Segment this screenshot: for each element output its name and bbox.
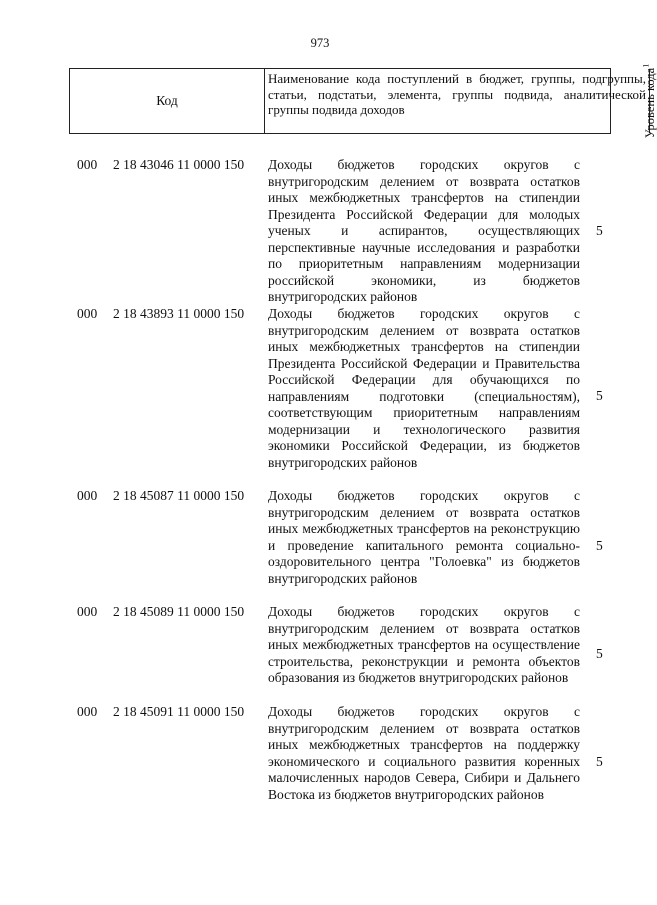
row-level: 5: [596, 538, 603, 553]
row-level: 5: [596, 388, 603, 403]
row-description: Доходы бюджетов городских округов с внутригородским делением от возврата остатков иных межбюджетных трансфертов на поддержку экономического и социального развития коренных малочисленных народов Севера, Сибири и Дальнего Востока из бюджетов внутригородских районов: [268, 704, 580, 802]
row-admin-code: 000: [77, 704, 98, 719]
header-name-label: Наименование кода поступлений в бюджет, группы, подгруппы, статьи, подстатьи, элемента, группы подвида, аналитической группы подвида доходов: [268, 71, 646, 117]
row-level: 5: [596, 223, 603, 238]
row-admin-code: 000: [77, 604, 98, 619]
header-level-label: Уровень кода: [642, 67, 657, 139]
header-code-cell: [70, 69, 265, 133]
header-level-wrap: [641, 63, 657, 139]
header-name-cell: [265, 69, 650, 133]
row-description: Доходы бюджетов городских округов с внутригородским делением от возврата остатков иных межбюджетных трансфертов на стипендии Президента Российской Федерации для молодых ученых и аспирантов, осуществляющих перспективные научные исследования и разработки по приоритетным направлениям модернизации российской экономики, из бюджетов внутригородских районов: [268, 157, 580, 304]
row-income-code: 2 18 45089 11 0000 150: [113, 604, 245, 619]
row-income-code: 2 18 45087 11 0000 150: [113, 488, 245, 503]
row-level: 5: [596, 754, 603, 769]
row-admin-code: 000: [77, 306, 98, 321]
row-income-code: 2 18 43046 11 0000 150: [113, 157, 245, 172]
row-level: 5: [596, 646, 603, 661]
row-admin-code: 000: [77, 157, 98, 172]
row-description: Доходы бюджетов городских округов с внутригородским делением от возврата остатков иных межбюджетных трансфертов на осуществление строительства, реконструкции и ремонта объектов образования из бюджетов внутригородских районов: [268, 604, 580, 685]
row-description: Доходы бюджетов городских округов с внутригородским делением от возврата остатков иных межбюджетных трансфертов на стипендии Президента Российской Федерации и Правительства Российской Федерации для обучающихся по направлениям подготовки (специальностям), соответствующим приоритетным направлениям модернизации и технологического развития экономики Российской Федерации, из бюджетов внутригородских районов: [268, 306, 580, 470]
row-description: Доходы бюджетов городских округов с внутригородским делением от возврата остатков иных межбюджетных трансфертов на реконструкцию и проведение капитального ремонта социально-оздоровительного центра "Голоевка" из бюджетов внутригородских районов: [268, 488, 580, 586]
page-number: 973: [310, 36, 330, 50]
row-admin-code: 000: [77, 488, 98, 503]
row-income-code: 2 18 43893 11 0000 150: [113, 306, 245, 321]
header-code-label: Код: [156, 93, 178, 108]
row-income-code: 2 18 45091 11 0000 150: [113, 704, 245, 719]
header-level-footnote: 1: [641, 63, 651, 68]
table-header: [69, 63, 657, 139]
